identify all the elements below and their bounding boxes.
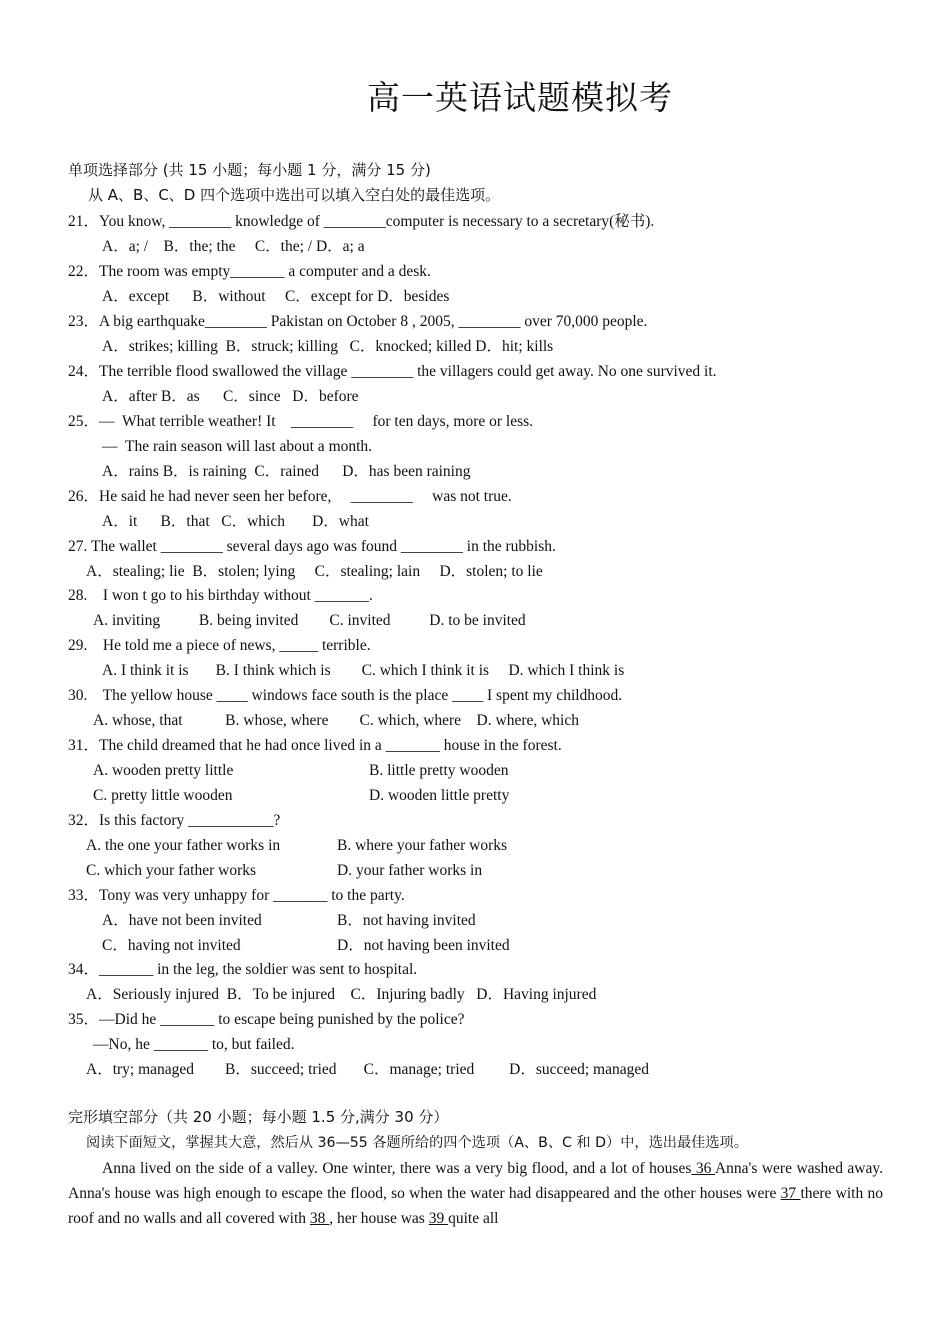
question-27-options: A．stealing; lie B．stolen; lying C．stealing; lain D．stolen; to lie [86,563,543,580]
question-33-option-b: B．not having invited [337,912,476,929]
question-29-stem: 29. He told me a piece of news, _____ terrible. [68,637,371,654]
question-31-stem: 31．The child dreamed that he had once lived in a _______ house in the forest. [68,737,562,754]
question-24-stem: 24．The terrible flood swallowed the village ________ the villagers could get away. No one survived it. [68,363,717,380]
question-35-reply: —No, he _______ to, but failed. [93,1036,295,1053]
question-31-option-b: B. little pretty wooden [369,762,509,779]
question-24-options: A．after B．as C．since D．before [102,388,359,405]
cloze-passage [68,1156,883,1231]
question-32-option-b: B. where your father works [337,837,508,854]
question-23-options: A．strikes; killing B．struck; killing C．knocked; killed D．hit; kills [102,338,554,355]
question-21-stem: 21．You know, ________ knowledge of ________computer is necessary to a secretary(秘书). [68,213,655,230]
passage-text-1: Anna lived on the side of a valley. One winter, there was a very big flood, and a lot of houses [102,1160,692,1177]
question-33-option-d: D．not having been invited [337,937,510,954]
question-25-reply: — The rain season will last about a month. [102,438,373,455]
question-34-stem: 34．_______ in the leg, the soldier was sent to hospital. [68,961,418,978]
question-28-options: A. inviting B. being invited C. invited D. to be invited [93,612,526,629]
question-35-stem: 35．—Did he _______ to escape being punished by the police? [68,1011,465,1028]
question-32-option-d: D. your father works in [337,862,483,879]
question-31-option-c: C. pretty little wooden [93,787,233,804]
question-34-options: A．Seriously injured B．To be injured C．Injuring badly D．Having injured [86,986,597,1003]
question-32-option-a: A. the one your father works in [86,837,281,854]
section2-heading: 完形填空部分（共 20 小题；每小题 1.5 分,满分 30 分） [68,1108,449,1126]
question-25-stem: 25．— What terrible weather! It ________ for ten days, more or less. [68,413,534,430]
question-22-stem: 22．The room was empty_______ a computer and a desk. [68,263,431,280]
question-31-option-a: A. wooden pretty little [93,762,234,779]
question-27-stem: 27. The wallet ________ several days ago was found ________ in the rubbish. [68,538,556,555]
blank-37: 37 [780,1185,801,1202]
question-35-options: A．try; managed B．succeed; tried C．manage; tried D．succeed; managed [86,1061,650,1078]
question-32-option-c: C. which your father works [86,862,257,879]
blank-38: 38 [309,1210,330,1227]
question-21-options: A．a; / B．the; the C．the; / D．a; a [102,238,365,255]
question-31-option-d: D. wooden little pretty [369,787,510,804]
section2-instruction: 阅读下面短文，掌握其大意，然后从 36—55 各题所给的四个选项（A、B、C 和 D）中，选出最佳选项。 [86,1135,748,1151]
blank-39: 39 [428,1210,449,1227]
question-26-stem: 26．He said he had never seen her before, ________ was not true. [68,488,512,505]
question-33-option-a: A．have not been invited [102,912,262,929]
question-33-option-c: C．having not invited [102,937,241,954]
question-28-stem: 28. I won t go to his birthday without _______. [68,587,373,604]
passage-text-5: quite all [448,1210,499,1227]
question-30-stem: 30. The yellow house ____ windows face south is the place ____ I spent my childhood. [68,687,623,704]
passage-text-3: there with no roof and no walls and all covered with [68,1185,884,1227]
passage-text-2: Anna's were washed away. Anna's house was high enough to escape the flood, so when the water had disappeared and the other houses were [68,1160,883,1202]
question-32-stem: 32．Is this factory ___________? [68,812,281,829]
section1-instruction: 从 A、B、C、D 四个选项中选出可以填入空白处的最佳选项。 [88,186,501,204]
question-33-stem: 33．Tony was very unhappy for _______ to the party. [68,887,405,904]
question-23-stem: 23．A big earthquake________ Pakistan on October 8 , 2005, ________ over 70,000 people. [68,313,648,330]
page-title: 高一英语试题模拟考 [367,78,673,117]
question-25-options: A．rains B．is raining C．rained D．has been raining [102,463,471,480]
passage-text-4: , her house was [329,1210,429,1227]
blank-36: 36 [691,1160,715,1177]
question-22-options: A．except B．without C．except for D．besides [102,288,450,305]
section1-heading: 单项选择部分 (共 15 小题；每小题 1 分，满分 15 分) [68,161,431,179]
question-29-options: A. I think it is B. I think which is C. which I think it is D. which I think is [102,662,625,679]
question-30-options: A. whose, that B. whose, where C. which, where D. where, which [93,712,579,729]
question-26-options: A．it B．that C．which D．what [102,513,369,530]
